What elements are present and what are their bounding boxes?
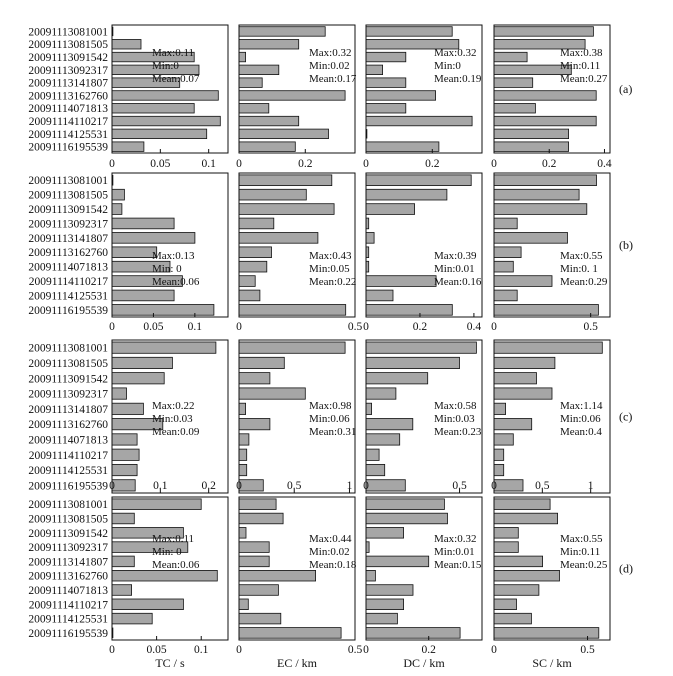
bar	[239, 628, 341, 639]
stat-label: Max:0.11	[152, 533, 195, 545]
stat-label: Mean:0.06	[152, 559, 200, 571]
row-label: (d)	[619, 561, 633, 576]
bar	[494, 129, 569, 139]
tick-label: 0.4	[597, 158, 612, 170]
bar	[366, 357, 460, 368]
bar	[494, 305, 598, 316]
stat-label: Mean:0.29	[560, 276, 608, 288]
bar	[239, 403, 246, 414]
tick-label: 0.2	[425, 158, 440, 170]
tick-label: 0.5	[583, 321, 598, 333]
category-label: 20091114125531	[28, 465, 108, 477]
bar	[494, 142, 569, 152]
tick-label: 0	[491, 321, 497, 333]
stat-label: Min:0.02	[309, 546, 350, 558]
bar	[366, 585, 413, 596]
panel-2-2	[236, 173, 362, 333]
bar	[112, 513, 134, 524]
stat-label: Max:0.55	[560, 250, 603, 262]
bar	[366, 434, 400, 445]
bar	[494, 204, 587, 215]
bar	[239, 599, 248, 610]
category-label: 20091114071813	[28, 261, 108, 274]
panel-4-2	[236, 497, 362, 656]
stat-label: Max:0.55	[560, 533, 603, 545]
bar	[494, 449, 504, 460]
stat-label: Mean:0.25	[560, 559, 608, 571]
tick-label: 0.5	[347, 321, 363, 333]
bar	[494, 542, 518, 553]
bar	[112, 305, 214, 316]
bar	[239, 65, 279, 75]
bar	[494, 628, 599, 639]
category-label: 20091113092317	[28, 64, 108, 77]
bar	[494, 613, 531, 624]
stat-label: Min:0.05	[309, 263, 350, 275]
tick-label: 0.05	[150, 158, 171, 170]
stat-label: Max:0.32	[309, 47, 352, 59]
bar	[239, 513, 283, 524]
category-label: 20091116195539	[28, 480, 108, 493]
bar	[366, 104, 406, 114]
bar	[494, 419, 532, 430]
tick-label: 0	[363, 321, 369, 333]
stat-label: Mean:0.09	[152, 426, 200, 438]
stat-label: Max:0.13	[152, 250, 195, 262]
bar	[366, 204, 415, 215]
category-label: 20091116195539	[28, 304, 108, 317]
bar	[112, 116, 220, 126]
bar	[239, 528, 246, 539]
bar	[366, 91, 436, 101]
category-label: 20091116195539	[28, 627, 108, 640]
stat-label: Mean:0.31	[309, 426, 357, 438]
category-label: 20091113081001	[28, 499, 108, 512]
stat-label: Min:0. 1	[560, 263, 598, 275]
stat-label: Min:0.02	[309, 60, 350, 72]
x-axis-title: SC / km	[532, 656, 572, 670]
bar	[112, 388, 127, 399]
tick-label: 0.1	[153, 480, 168, 492]
category-label: 20091113081001	[28, 342, 108, 355]
stat-label: Mean:0.16	[434, 276, 482, 288]
tick-label: 0.5	[580, 644, 595, 656]
category-label: 20091114110217	[28, 116, 108, 128]
tick-label: 0.5	[347, 644, 363, 656]
stat-label: Max:0.38	[560, 47, 603, 59]
category-label: 20091113091542	[28, 373, 108, 386]
bar	[494, 464, 504, 475]
bar	[112, 104, 194, 114]
stat-label: Mean:0.23	[434, 426, 482, 438]
stat-label: Mean:0.15	[434, 559, 482, 571]
stat-label: Min:0.03	[152, 413, 193, 425]
stat-label: Min:0.11	[560, 546, 601, 558]
stat-label: Min:0.03	[434, 413, 475, 425]
tick-label: 0	[109, 321, 115, 333]
stat-label: Min:0.06	[309, 413, 350, 425]
tick-label: 0.1	[194, 644, 209, 656]
bar	[366, 116, 472, 126]
bar	[366, 388, 396, 399]
tick-label: 0	[109, 480, 115, 492]
bar	[366, 599, 404, 610]
row-label: (a)	[619, 82, 633, 96]
x-axis-title: TC / s	[155, 656, 185, 670]
bar	[366, 142, 439, 152]
panel-1-4	[491, 25, 612, 170]
bar	[112, 434, 137, 445]
category-label: 20091113141807	[28, 556, 108, 569]
bar	[366, 65, 383, 75]
bar	[366, 27, 452, 37]
bar	[112, 142, 144, 152]
bar	[366, 373, 428, 384]
stat-label: Min:0.06	[560, 413, 601, 425]
bar	[239, 142, 295, 152]
category-label: 20091114071813	[28, 103, 108, 116]
bar	[239, 357, 284, 368]
stat-label: Mean:0.19	[434, 73, 482, 85]
tick-label: 0.2	[298, 158, 313, 170]
stat-label: Max:0.43	[309, 250, 352, 262]
stat-label: Max:0.98	[309, 400, 352, 412]
tick-label: 0	[363, 480, 369, 492]
bar	[112, 480, 135, 491]
bar	[494, 556, 543, 567]
stat-label: Max:0.39	[434, 250, 477, 262]
panel-2-4	[491, 173, 610, 333]
tick-label: 0	[236, 644, 242, 656]
panel-1-1	[109, 25, 228, 170]
bar	[494, 233, 568, 244]
bar	[494, 116, 596, 126]
bar	[239, 585, 278, 596]
bar	[239, 556, 269, 567]
row-label: (c)	[619, 409, 633, 424]
stat-label: Min:0	[152, 60, 179, 72]
bar	[239, 499, 276, 510]
bar	[366, 290, 393, 301]
bar	[239, 204, 334, 215]
stat-label: Min:0	[434, 60, 461, 72]
bar	[366, 233, 374, 244]
bar	[494, 27, 593, 37]
bar	[112, 373, 164, 384]
tick-label: 0	[236, 321, 242, 333]
tick-label: 0.2	[542, 158, 557, 170]
bar	[494, 78, 533, 88]
category-label: 20091113162760	[28, 419, 108, 432]
panel-4-1	[109, 497, 228, 656]
tick-label: 0	[491, 480, 497, 492]
bar	[494, 91, 596, 101]
stat-label: Min:0.01	[434, 546, 475, 558]
bar	[239, 91, 345, 101]
category-label: 20091113141807	[28, 77, 108, 90]
tick-label: 0.1	[187, 321, 203, 333]
category-label: 20091113081505	[28, 357, 108, 370]
bar	[366, 449, 379, 460]
bar	[494, 218, 517, 229]
bar	[239, 342, 345, 353]
bar	[366, 570, 375, 581]
panel-1-3	[363, 25, 482, 170]
stat-label: Min:0.01	[434, 263, 475, 275]
bar	[239, 233, 318, 244]
tick-label: 0	[109, 158, 115, 170]
bar	[239, 542, 269, 553]
bar	[366, 342, 476, 353]
tick-label: 0	[491, 644, 497, 656]
bar	[366, 556, 429, 567]
row-label: (b)	[619, 238, 633, 252]
bar	[239, 218, 274, 229]
bar	[239, 290, 260, 301]
bar	[366, 513, 448, 524]
stat-label: Max:0.32	[434, 533, 477, 545]
bar	[239, 434, 249, 445]
tick-label: 0.05	[143, 321, 164, 333]
bar	[239, 480, 263, 491]
bar	[112, 290, 174, 301]
bar	[366, 613, 397, 624]
category-label: 20091113092317	[28, 542, 108, 554]
stat-label: Mean:0.17	[309, 73, 357, 85]
category-label: 20091113091542	[28, 527, 108, 540]
category-label: 20091113081001	[28, 26, 108, 39]
bar	[494, 528, 518, 539]
tick-label: 1	[587, 480, 594, 492]
bar	[494, 434, 513, 445]
bar	[239, 52, 246, 62]
bar	[366, 464, 385, 475]
panel-1-2	[236, 25, 357, 170]
category-label: 20091114125531	[28, 128, 108, 141]
panel-4-3	[363, 497, 482, 656]
category-label: 20091114110217	[28, 599, 108, 612]
bar	[112, 556, 134, 567]
stat-label: Min:0.11	[560, 60, 601, 72]
stat-label: Max:1.14	[560, 400, 603, 412]
bar	[112, 218, 174, 229]
tick-label: 0	[363, 158, 369, 170]
bar	[494, 342, 602, 353]
bar	[239, 78, 262, 88]
category-label: 20091113092317	[28, 388, 108, 401]
stat-label: Mean:0.27	[560, 73, 608, 85]
category-label: 20091114110217	[28, 449, 108, 462]
category-label: 20091113141807	[28, 232, 108, 245]
bar	[112, 570, 217, 581]
stat-label: Mean:0.4	[560, 426, 602, 438]
category-label: 20091114071813	[28, 584, 108, 597]
bar	[366, 52, 406, 62]
bar	[112, 129, 207, 139]
tick-label: 0.2	[421, 644, 436, 656]
stat-label: Max:0.44	[309, 533, 352, 545]
bar	[494, 480, 523, 491]
bar	[112, 449, 139, 460]
bar	[112, 613, 152, 624]
bar	[494, 403, 506, 414]
bar	[494, 175, 597, 186]
panel-4-4	[491, 497, 610, 656]
bar	[494, 599, 517, 610]
bar	[239, 175, 332, 186]
bar	[239, 570, 316, 581]
bar	[366, 499, 444, 510]
bar	[112, 499, 201, 510]
bar	[239, 613, 281, 624]
category-label: 20091113081001	[28, 175, 108, 188]
bar	[494, 52, 527, 62]
stat-label: Mean:0.18	[309, 559, 357, 571]
bar	[366, 78, 406, 88]
bar	[112, 599, 183, 610]
x-axis-title: EC / km	[276, 656, 318, 670]
bar	[239, 40, 299, 50]
stat-label: Min: 0	[152, 263, 182, 275]
tick-label: 0	[236, 480, 242, 492]
category-label: 20091114071813	[28, 434, 108, 447]
bar	[494, 104, 535, 114]
bar	[112, 464, 137, 475]
panel-3-2	[236, 340, 356, 493]
stat-label: Mean:0.07	[152, 73, 200, 85]
tick-label: 1	[346, 480, 353, 492]
tick-label: 0.5	[452, 480, 467, 492]
category-label: 20091113081505	[28, 513, 108, 526]
bar	[239, 189, 306, 200]
bar	[239, 27, 325, 37]
bar	[494, 357, 555, 368]
panel-2-3	[363, 173, 482, 333]
bar	[366, 305, 452, 316]
stat-label: Max:0.58	[434, 400, 477, 412]
bar	[112, 40, 141, 50]
tick-label: 0	[109, 644, 115, 656]
bar	[494, 276, 552, 287]
tick-label: 0.4	[466, 321, 482, 333]
panel-2-1	[109, 173, 228, 333]
x-axis-title: DC / km	[403, 656, 445, 670]
tick-label: 0	[236, 158, 242, 170]
category-label: 20091113081505	[28, 189, 108, 202]
bar	[494, 290, 517, 301]
category-label: 20091114125531	[28, 613, 108, 626]
bar	[239, 247, 272, 258]
bar	[239, 276, 255, 287]
bar	[239, 305, 346, 316]
bar	[239, 419, 270, 430]
bar	[494, 247, 521, 258]
category-label: 20091113081505	[28, 39, 108, 52]
bar	[112, 233, 195, 244]
bar	[494, 373, 537, 384]
stat-label: Mean:0.22	[309, 276, 357, 288]
bar	[112, 247, 157, 258]
bar	[366, 276, 436, 287]
stat-label: Max:0.11	[152, 47, 195, 59]
bar	[366, 403, 372, 414]
stat-label: Min: 0	[152, 546, 182, 558]
tick-label: 0.05	[146, 644, 167, 656]
bar	[112, 91, 218, 101]
tick-label: 0.2	[201, 480, 216, 492]
bar	[366, 628, 460, 639]
bar	[112, 204, 122, 215]
bar	[239, 129, 329, 139]
bar	[112, 357, 172, 368]
bar	[239, 373, 270, 384]
panel-3-4	[491, 340, 610, 493]
category-label: 20091113092317	[28, 218, 108, 231]
bar	[239, 388, 305, 399]
bar	[112, 189, 124, 200]
stat-label: Max:0.32	[434, 47, 477, 59]
bar	[366, 480, 405, 491]
bar	[494, 499, 550, 510]
stat-label: Max:0.22	[152, 400, 195, 412]
bar	[494, 261, 513, 272]
bar	[239, 116, 299, 126]
category-label: 20091113162760	[28, 90, 108, 103]
bar	[494, 513, 558, 524]
bar	[112, 342, 216, 353]
category-label: 20091113091542	[28, 52, 108, 64]
bar	[366, 528, 404, 539]
category-label: 20091113141807	[28, 403, 108, 416]
bar	[494, 585, 539, 596]
bar	[494, 189, 579, 200]
panel-3-1	[109, 340, 228, 493]
bar	[239, 261, 267, 272]
bar	[239, 449, 247, 460]
tick-label: 0.5	[287, 480, 302, 492]
category-label: 20091116195539	[28, 141, 108, 154]
stat-label: Mean:0.06	[152, 276, 200, 288]
tick-label: 0	[363, 644, 369, 656]
bar	[366, 419, 413, 430]
tick-label: 0.2	[412, 321, 428, 333]
category-label: 20091113091542	[28, 204, 108, 216]
category-label: 20091113162760	[28, 247, 108, 260]
bar	[112, 585, 132, 596]
tick-label: 0.1	[201, 158, 216, 170]
bar	[366, 175, 471, 186]
bar	[494, 570, 560, 581]
bar	[366, 189, 447, 200]
bar	[112, 403, 143, 414]
bar	[494, 388, 552, 399]
bar	[239, 464, 247, 475]
tick-label: 0.5	[535, 480, 550, 492]
bar	[239, 104, 269, 114]
category-label: 20091113162760	[28, 570, 108, 583]
category-label: 20091114125531	[28, 290, 108, 303]
category-label: 20091114110217	[28, 276, 108, 288]
tick-label: 0	[491, 158, 497, 170]
panel-3-3	[363, 340, 482, 493]
